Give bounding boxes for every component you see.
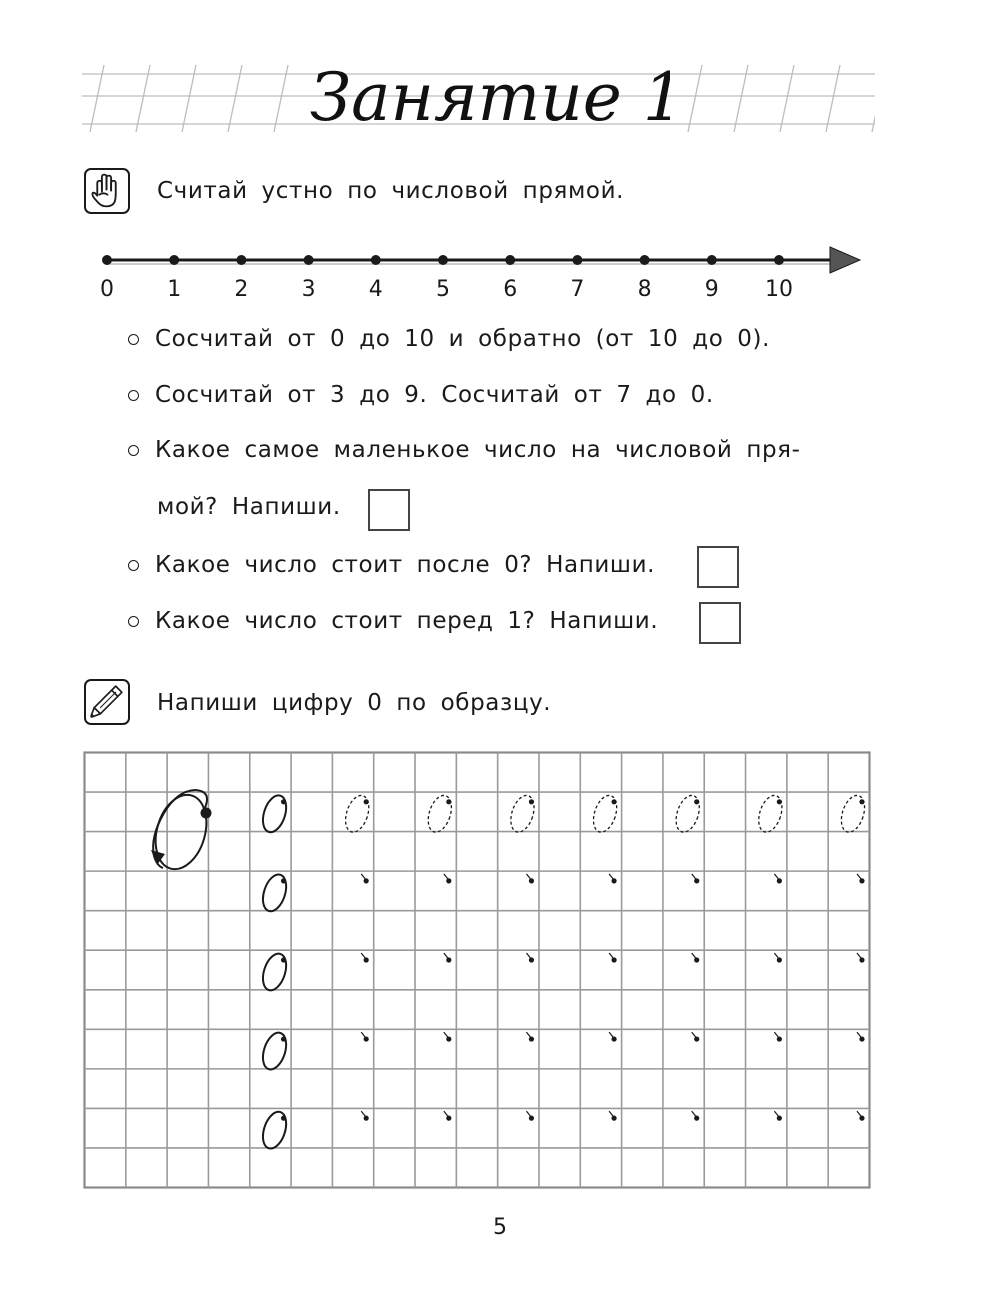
bullet-item [128,382,714,408]
number-line-label: 7 [570,277,585,302]
number-line-label: 4 [368,277,383,302]
number-line-point [236,255,246,265]
number-line-label: 0 [100,277,114,302]
lesson-title-text: Занятие 1 [310,59,670,136]
grid-border [85,753,870,1188]
bullet-item [128,608,658,634]
bullet-text: Сосчитай от 3 до 9. Сосчитай от 7 до 0. [155,382,714,408]
page-number: 5 [493,1215,507,1240]
task2-instruction: Напиши цифру 0 по образцу. [157,690,552,716]
bullet-text: мой? Напиши. [157,494,341,520]
bullet-text: Какое число стоит перед 1? Напиши. [155,608,659,634]
bullet-text: Сосчитай от 0 до 10 и обратно (от 10 до 0). [155,326,771,352]
bullet-marker [128,390,139,401]
bullet-item [128,552,655,578]
bullet-marker [128,616,139,627]
number-line-point [572,255,582,265]
number-line-label: 9 [704,277,719,302]
bullet-marker [128,445,139,456]
pencil-icon [84,679,130,725]
number-line [95,240,865,280]
number-line-label: 1 [167,277,182,302]
bullet-continuation [157,494,341,520]
task1-instruction: Считай устно по числовой прямой. [157,178,625,204]
number-line-point [640,255,650,265]
hand-counting-icon [84,168,130,214]
number-line-label: 5 [436,277,450,302]
number-line-label: 3 [301,277,316,302]
start-point-dot [201,808,212,819]
number-line-point [505,255,515,265]
bullet-text: Какое самое маленькое число на числовой пря- [155,437,801,463]
bullet-item [128,326,770,352]
number-line-arrowhead [830,247,860,273]
answer-box-after-zero[interactable] [697,546,739,588]
number-line-label: 6 [503,277,518,302]
number-line-point [707,255,717,265]
number-line-point [102,255,112,265]
number-line-label: 2 [234,277,249,302]
writing-practice-grid [83,751,873,1191]
number-line-label: 10 [765,277,793,302]
number-line-point [371,255,381,265]
number-line-point [438,255,448,265]
number-line-point [774,255,784,265]
bullet-marker [128,560,139,571]
bullet-item [128,437,801,463]
answer-box-before-one[interactable] [699,602,741,644]
answer-box-smallest-number[interactable] [368,489,410,531]
number-line-point [304,255,314,265]
bullet-marker [128,334,139,345]
number-line-label: 8 [637,277,652,302]
bullet-text: Какое число стоит после 0? Напиши. [155,552,656,578]
lesson-title [310,52,670,142]
number-line-point [169,255,179,265]
